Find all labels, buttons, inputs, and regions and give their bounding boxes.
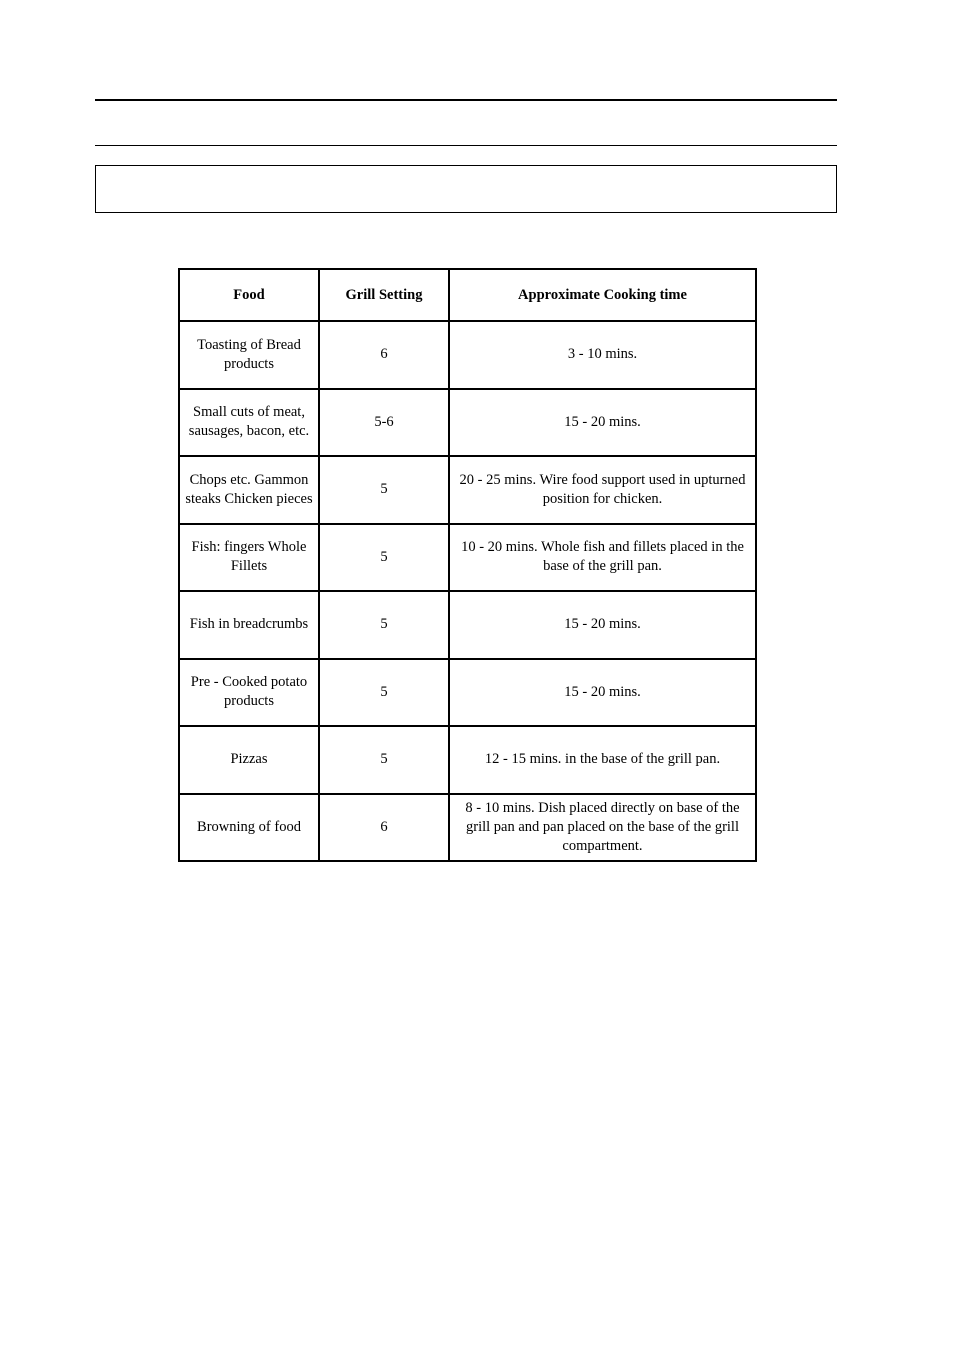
food-cell: Chops etc. Gammon steaks Chicken pieces: [179, 456, 319, 524]
setting-cell: 5: [319, 524, 449, 592]
table-row: [179, 591, 756, 659]
time-cell: 15 - 20 mins.: [449, 389, 756, 457]
table-row: [179, 659, 756, 727]
time-cell: 20 - 25 mins. Wire food support used in upturned position for chicken.: [449, 456, 756, 524]
food-cell: Toasting of Bread products: [179, 321, 319, 389]
time-cell: 15 - 20 mins.: [449, 591, 756, 659]
table-row: [179, 389, 756, 457]
table-row: [179, 524, 756, 592]
grilling-chart-table: [178, 268, 757, 862]
header-grill-setting: Grill Setting: [319, 269, 449, 321]
food-cell: Pizzas: [179, 726, 319, 794]
food-cell: Browning of food: [179, 794, 319, 862]
food-cell: Pre - Cooked potato products: [179, 659, 319, 727]
table-row: [179, 726, 756, 794]
header-rule-top: [95, 99, 837, 101]
setting-cell: 6: [319, 321, 449, 389]
setting-cell: 5: [319, 591, 449, 659]
time-cell: 10 - 20 mins. Whole fish and fillets placed in the base of the grill pan.: [449, 524, 756, 592]
setting-cell: 5-6: [319, 389, 449, 457]
setting-cell: 5: [319, 659, 449, 727]
time-cell: 8 - 10 mins. Dish placed directly on base of the grill pan and pan placed on the base of the grill compartment.: [449, 794, 756, 862]
food-cell: Fish: fingers Whole Fillets: [179, 524, 319, 592]
food-cell: Fish in breadcrumbs: [179, 591, 319, 659]
header-cooking-time: Approximate Cooking time: [449, 269, 756, 321]
setting-cell: 6: [319, 794, 449, 862]
title-box: [95, 165, 837, 213]
time-cell: 12 - 15 mins. in the base of the grill pan.: [449, 726, 756, 794]
setting-cell: 5: [319, 726, 449, 794]
table-header-row: [179, 269, 756, 321]
table-row: [179, 794, 756, 862]
table-row: [179, 321, 756, 389]
time-cell: 15 - 20 mins.: [449, 659, 756, 727]
header-rule-second: [95, 145, 837, 146]
food-cell: Small cuts of meat, sausages, bacon, etc.: [179, 389, 319, 457]
time-cell: 3 - 10 mins.: [449, 321, 756, 389]
header-food: Food: [179, 269, 319, 321]
setting-cell: 5: [319, 456, 449, 524]
table-row: [179, 456, 756, 524]
